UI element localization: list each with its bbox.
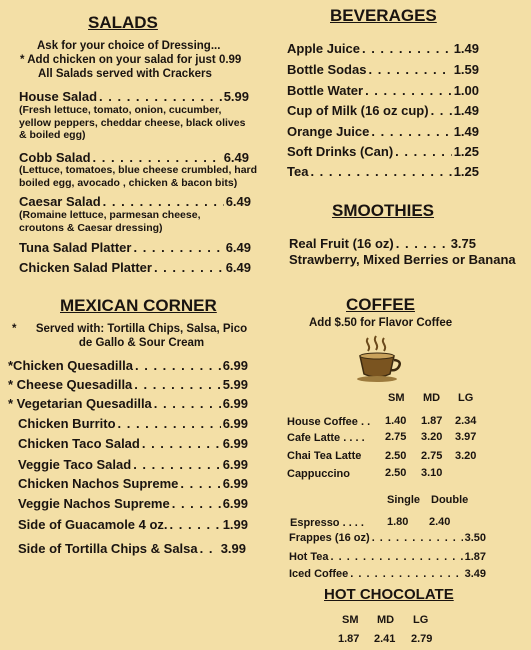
item-price: 1.59: [453, 62, 479, 77]
item-price: 6.99: [222, 416, 248, 431]
item-price: 1.49: [453, 124, 479, 139]
coffee-item-cappuccino: [287, 468, 350, 480]
item-name: Espresso . . . .: [290, 517, 364, 529]
salad-item-chicken: [19, 260, 251, 275]
mexican-item-veggie-nachos: [18, 496, 248, 511]
item-name: House Coffee . .: [287, 416, 371, 428]
coffee-cup-icon: [354, 334, 404, 384]
item-price: 6.49: [225, 194, 251, 209]
coffee-size-sm: SM: [388, 392, 405, 404]
item-price: 1.87: [464, 551, 486, 563]
coffee-note: Add $.50 for Flavor Coffee: [309, 317, 453, 329]
mexican-item-cheese-quesadilla: [8, 377, 248, 392]
item-price: 5.99: [223, 89, 249, 104]
price-sm: 2.75: [385, 431, 407, 443]
item-price: 1.49: [453, 41, 479, 56]
salads-heading: SALADS: [88, 13, 158, 32]
coffee-size-lg: LG: [458, 392, 474, 404]
item-price: 6.99: [222, 457, 248, 472]
mexican-item-veggie-taco-salad: [18, 457, 248, 472]
mexican-item-chicken-burrito: [18, 416, 248, 431]
coffee-item-frappes: [289, 532, 486, 544]
item-name: Real Fruit (16 oz): [289, 236, 394, 251]
item-price: 6.99: [222, 436, 248, 451]
mexican-item-chicken-taco-salad: [18, 436, 248, 451]
mexican-note-star: *: [12, 323, 17, 335]
item-name: Apple Juice: [287, 41, 360, 56]
coffee-item-chai-latte: [287, 450, 361, 462]
item-name: Cup of Milk (16 oz cup): [287, 103, 429, 118]
item-name: Chicken Burrito: [18, 416, 116, 431]
item-name: Chicken Nachos Supreme: [18, 476, 179, 491]
item-name: Orange Juice: [287, 124, 370, 139]
coffee-item-house: [287, 416, 370, 428]
beverage-item-apple-juice: [287, 41, 479, 56]
item-name: Cobb Salad: [19, 150, 91, 165]
item-price: 3.49: [464, 568, 486, 580]
hot-chocolate-heading: HOT CHOCOLATE: [324, 586, 454, 603]
item-name: Bottle Water: [287, 83, 364, 98]
coffee-item-hot-tea: [289, 551, 486, 563]
salad-item-cobb: [19, 150, 249, 165]
beverages-heading: BEVERAGES: [330, 6, 437, 25]
price-md: 3.20: [421, 431, 443, 443]
price-lg: 2.34: [455, 415, 477, 427]
salads-note-chicken: * Add chicken on your salad for just 0.99: [20, 54, 242, 66]
item-price: 6.49: [225, 260, 251, 275]
item-name: Side of Tortilla Chips & Salsa: [18, 541, 198, 556]
hot-chocolate-price-sm: 1.87: [338, 633, 360, 645]
coffee-item-iced-coffee: [289, 568, 486, 580]
price-md: 3.10: [421, 467, 443, 479]
salad-desc-caesar: (Romaine lettuce, parmesan cheese, croutons & Caesar dressing): [19, 209, 201, 234]
price-sm: 1.40: [385, 415, 407, 427]
item-name: *Chicken Quesadilla: [8, 358, 133, 373]
item-price: 1.99: [222, 517, 248, 532]
price-lg: 3.20: [455, 450, 477, 462]
item-price: 1.00: [453, 83, 479, 98]
item-name: Cafe Latte . . . .: [287, 432, 365, 444]
smoothie-item-real-fruit: [289, 236, 476, 251]
item-price: 5.99: [222, 377, 248, 392]
item-name: Veggie Taco Salad: [18, 457, 132, 472]
item-price: 1.25: [453, 164, 479, 179]
mexican-item-guacamole: [18, 517, 248, 532]
item-name: Cappuccino: [287, 468, 350, 480]
salad-desc-house: (Fresh lettuce, tomato, onion, cucumber, yellow peppers, cheddar cheese, black olives & boiled egg): [19, 104, 246, 141]
item-name: Bottle Sodas: [287, 62, 367, 77]
hot-chocolate-price-md: 2.41: [374, 633, 396, 645]
mexican-item-chicken-quesadilla: [8, 358, 248, 373]
item-price: 3.50: [464, 532, 486, 544]
coffee-item-cafe-latte: [287, 432, 365, 444]
beverage-item-cup-of-milk: [287, 103, 479, 118]
item-price: 6.49: [223, 150, 249, 165]
price-sm: 2.50: [385, 467, 407, 479]
price-lg: 3.97: [455, 431, 477, 443]
item-price: 3.75: [450, 236, 476, 251]
mexican-item-vegetarian-quesadilla: [8, 396, 248, 411]
price-sm: 2.50: [385, 450, 407, 462]
salad-item-house: [19, 89, 249, 104]
item-name: House Salad: [19, 89, 98, 104]
salad-item-caesar: [19, 194, 251, 209]
item-price: 6.99: [222, 396, 248, 411]
item-price: 1.25: [453, 144, 479, 159]
coffee-size-md: MD: [423, 392, 441, 404]
item-name: Iced Coffee: [289, 568, 349, 580]
price-md: 2.75: [421, 450, 443, 462]
item-price: 6.49: [225, 240, 251, 255]
item-name: Frappes (16 oz): [289, 532, 370, 544]
item-name: * Vegetarian Quesadilla: [8, 396, 152, 411]
beverage-item-soft-drinks: [287, 144, 479, 159]
hot-chocolate-size-sm: SM: [342, 614, 359, 626]
hot-chocolate-size-lg: LG: [413, 614, 429, 626]
item-price: 3.99: [220, 541, 246, 556]
shot-single-header: Single: [387, 494, 421, 506]
item-name: Chicken Taco Salad: [18, 436, 140, 451]
item-name: Caesar Salad: [19, 194, 101, 209]
mexican-heading: MEXICAN CORNER: [60, 296, 217, 315]
item-price: 6.99: [222, 496, 248, 511]
salad-item-tuna: [19, 240, 251, 255]
hot-chocolate-size-md: MD: [377, 614, 395, 626]
item-name: Tea: [287, 164, 309, 179]
smoothies-heading: SMOOTHIES: [332, 201, 435, 220]
item-price: 6.99: [222, 476, 248, 491]
salads-note-crackers: All Salads served with Crackers: [38, 68, 212, 80]
coffee-item-espresso: [290, 517, 364, 529]
item-name: Tuna Salad Platter: [19, 240, 132, 255]
item-name: Hot Tea: [289, 551, 329, 563]
beverage-item-bottle-sodas: [287, 62, 479, 77]
item-name: * Cheese Quesadilla: [8, 377, 133, 392]
smoothie-flavors: Strawberry, Mixed Berries or Banana: [289, 252, 516, 267]
price-double: 2.40: [429, 516, 451, 528]
beverage-item-tea: [287, 164, 479, 179]
mexican-item-chicken-nachos: [18, 476, 248, 491]
price-single: 1.80: [387, 516, 409, 528]
item-name: Veggie Nachos Supreme: [18, 496, 170, 511]
item-price: 6.99: [222, 358, 248, 373]
salads-note-dressing: Ask for your choice of Dressing...: [37, 40, 221, 52]
item-price: 1.49: [453, 103, 479, 118]
item-name: Chicken Salad Platter: [19, 260, 152, 275]
salad-desc-cobb: (Lettuce, tomatoes, blue cheese crumbled, hard boiled egg, avocado , chicken & bacon bits): [19, 164, 258, 189]
coffee-heading: COFFEE: [346, 295, 415, 314]
hot-chocolate-price-lg: 2.79: [411, 633, 433, 645]
item-name: Chai Tea Latte: [287, 450, 362, 462]
item-name: Side of Guacamole 4 oz.: [18, 517, 168, 532]
beverage-item-orange-juice: [287, 124, 479, 139]
beverage-item-bottle-water: [287, 83, 479, 98]
mexican-item-chips-salsa: [18, 541, 246, 556]
mexican-note: Served with: Tortilla Chips, Salsa, Pico de Gallo & Sour Cream: [35, 323, 248, 349]
shot-double-header: Double: [431, 494, 469, 506]
price-md: 1.87: [421, 415, 443, 427]
item-name: Soft Drinks (Can): [287, 144, 394, 159]
